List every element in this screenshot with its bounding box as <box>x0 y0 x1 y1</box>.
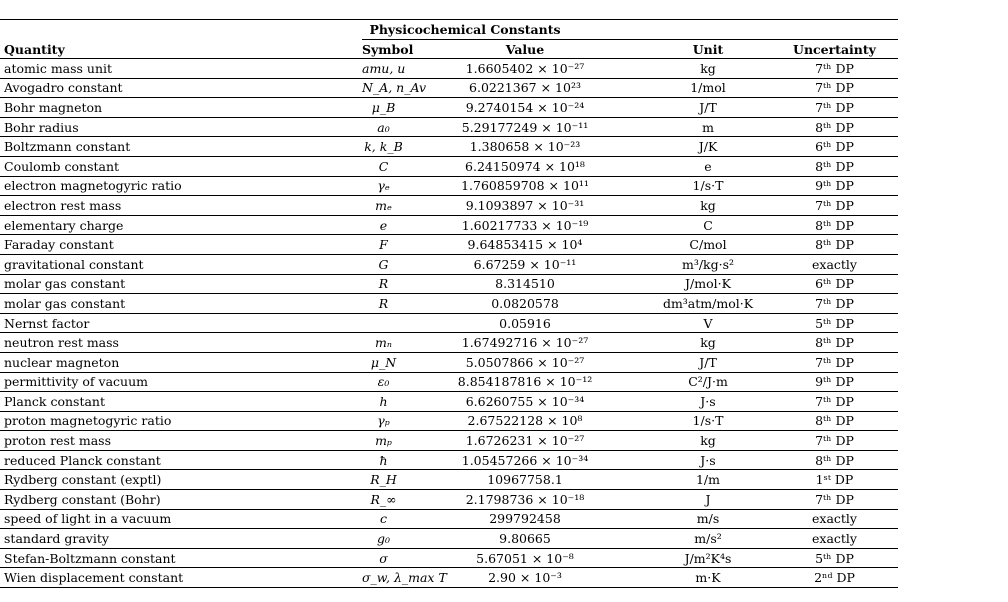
cell-uncertainty: 9ᵗʰ DP <box>771 372 898 392</box>
cell-value: 6.6260755 × 10⁻³⁴ <box>405 392 645 412</box>
cell-uncertainty: 7ᵗʰ DP <box>771 196 898 216</box>
cell-unit: m/s <box>645 509 771 529</box>
cell-quantity: Rydberg constant (exptl) <box>0 470 362 490</box>
table-row <box>0 333 898 353</box>
cell-symbol <box>362 313 405 333</box>
cell-symbol: R <box>362 274 405 294</box>
cell-value: 299792458 <box>405 509 645 529</box>
cell-unit: m³/kg·s² <box>645 254 771 274</box>
cell-quantity: Coulomb constant <box>0 156 362 176</box>
cell-unit: e <box>645 156 771 176</box>
cell-quantity: speed of light in a vacuum <box>0 509 362 529</box>
cell-symbol: ħ <box>362 450 405 470</box>
title-row <box>0 19 898 40</box>
cell-uncertainty: 7ᵗʰ DP <box>771 294 898 314</box>
cell-value: 1.6605402 × 10⁻²⁷ <box>405 59 645 79</box>
cell-quantity: reduced Planck constant <box>0 450 362 470</box>
cell-value: 1.760859708 × 10¹¹ <box>405 176 645 196</box>
cell-unit: kg <box>645 196 771 216</box>
cell-symbol: mₑ <box>362 196 405 216</box>
cell-uncertainty: 7ᵗʰ DP <box>771 352 898 372</box>
cell-value: 8.854187816 × 10⁻¹² <box>405 372 645 392</box>
cell-symbol: N_A, n_Av <box>362 78 405 98</box>
cell-symbol: σ_w, λ_max T <box>362 568 405 588</box>
cell-symbol: h <box>362 392 405 412</box>
table-row <box>0 470 898 490</box>
cell-value: 1.05457266 × 10⁻³⁴ <box>405 450 645 470</box>
cell-uncertainty: 8ᵗʰ DP <box>771 156 898 176</box>
cell-unit: C²/J·m <box>645 372 771 392</box>
table-row <box>0 137 898 157</box>
cell-symbol: ε₀ <box>362 372 405 392</box>
table-body <box>0 59 898 588</box>
table-row <box>0 78 898 98</box>
table-row <box>0 156 898 176</box>
table-row <box>0 59 898 79</box>
cell-value: 6.24150974 × 10¹⁸ <box>405 156 645 176</box>
cell-quantity: Bohr magneton <box>0 98 362 118</box>
cell-quantity: proton magnetogyric ratio <box>0 411 362 431</box>
constants-sheet <box>0 19 898 588</box>
cell-quantity: Wien displacement constant <box>0 568 362 588</box>
cell-uncertainty: exactly <box>771 254 898 274</box>
header-row <box>0 40 898 59</box>
cell-quantity: molar gas constant <box>0 294 362 314</box>
cell-quantity: Faraday constant <box>0 235 362 255</box>
cell-uncertainty: exactly <box>771 529 898 549</box>
cell-symbol: amu, u <box>362 59 405 79</box>
cell-uncertainty: 8ᵗʰ DP <box>771 235 898 255</box>
cell-symbol: σ <box>362 548 405 568</box>
cell-uncertainty: 9ᵗʰ DP <box>771 176 898 196</box>
cell-value: 9.64853415 × 10⁴ <box>405 235 645 255</box>
cell-quantity: proton rest mass <box>0 431 362 451</box>
table-row <box>0 176 898 196</box>
cell-uncertainty: 7ᵗʰ DP <box>771 490 898 510</box>
cell-unit: dm³atm/mol·K <box>645 294 771 314</box>
table-row <box>0 352 898 372</box>
cell-value: 6.67259 × 10⁻¹¹ <box>405 254 645 274</box>
cell-unit: J·s <box>645 450 771 470</box>
cell-symbol: k, k_B <box>362 137 405 157</box>
cell-quantity: Rydberg constant (Bohr) <box>0 490 362 510</box>
cell-unit: J <box>645 490 771 510</box>
cell-unit: C/mol <box>645 235 771 255</box>
cell-quantity: Planck constant <box>0 392 362 412</box>
cell-value: 1.60217733 × 10⁻¹⁹ <box>405 215 645 235</box>
cell-unit: m/s² <box>645 529 771 549</box>
table-row <box>0 548 898 568</box>
cell-quantity: standard gravity <box>0 529 362 549</box>
cell-uncertainty: 7ᵗʰ DP <box>771 431 898 451</box>
cell-uncertainty: 1ˢᵗ DP <box>771 470 898 490</box>
cell-symbol: R_∞ <box>362 490 405 510</box>
cell-value: 0.05916 <box>405 313 645 333</box>
constants-table <box>0 40 898 588</box>
cell-symbol: μ_B <box>362 98 405 118</box>
table-row <box>0 294 898 314</box>
table-row <box>0 254 898 274</box>
cell-value: 2.90 × 10⁻³ <box>405 568 645 588</box>
cell-symbol: g₀ <box>362 529 405 549</box>
cell-unit: 1/s·T <box>645 176 771 196</box>
cell-symbol: R <box>362 294 405 314</box>
cell-quantity: electron magnetogyric ratio <box>0 176 362 196</box>
cell-symbol: F <box>362 235 405 255</box>
table-row <box>0 274 898 294</box>
table-row <box>0 215 898 235</box>
cell-uncertainty: 8ᵗʰ DP <box>771 411 898 431</box>
cell-unit: m·K <box>645 568 771 588</box>
cell-uncertainty: exactly <box>771 509 898 529</box>
cell-uncertainty: 8ᵗʰ DP <box>771 450 898 470</box>
table-row <box>0 117 898 137</box>
cell-uncertainty: 7ᵗʰ DP <box>771 392 898 412</box>
cell-unit: kg <box>645 59 771 79</box>
cell-uncertainty: 7ᵗʰ DP <box>771 59 898 79</box>
cell-quantity: nuclear magneton <box>0 352 362 372</box>
cell-unit: 1/mol <box>645 78 771 98</box>
cell-quantity: electron rest mass <box>0 196 362 216</box>
cell-quantity: elementary charge <box>0 215 362 235</box>
cell-symbol: G <box>362 254 405 274</box>
cell-quantity: Stefan-Boltzmann constant <box>0 548 362 568</box>
cell-quantity: permittivity of vacuum <box>0 372 362 392</box>
cell-quantity: Nernst factor <box>0 313 362 333</box>
cell-uncertainty: 8ᵗʰ DP <box>771 215 898 235</box>
cell-unit: J/K <box>645 137 771 157</box>
cell-value: 10967758.1 <box>405 470 645 490</box>
header-uncertainty: Uncertainty <box>771 40 898 59</box>
cell-value: 2.1798736 × 10⁻¹⁸ <box>405 490 645 510</box>
cell-unit: J/T <box>645 98 771 118</box>
cell-unit: 1/m <box>645 470 771 490</box>
cell-unit: J/m²K⁴s <box>645 548 771 568</box>
header-symbol: Symbol <box>362 41 414 57</box>
header-unit: Unit <box>645 40 771 59</box>
cell-symbol: mₙ <box>362 333 405 353</box>
table-row <box>0 450 898 470</box>
cell-symbol: γₚ <box>362 411 405 431</box>
cell-quantity: atomic mass unit <box>0 59 362 79</box>
cell-value: 1.380658 × 10⁻²³ <box>405 137 645 157</box>
table-row <box>0 529 898 549</box>
header-value: Value <box>405 40 645 59</box>
cell-value: 9.80665 <box>405 529 645 549</box>
table-row <box>0 235 898 255</box>
cell-symbol: R_H <box>362 470 405 490</box>
cell-quantity: Boltzmann constant <box>0 137 362 157</box>
cell-symbol: γₑ <box>362 176 405 196</box>
cell-unit: m <box>645 117 771 137</box>
table-row <box>0 411 898 431</box>
cell-value: 1.6726231 × 10⁻²⁷ <box>405 431 645 451</box>
cell-uncertainty: 2ⁿᵈ DP <box>771 568 898 588</box>
cell-unit: J·s <box>645 392 771 412</box>
cell-unit: V <box>645 313 771 333</box>
cell-quantity: Avogadro constant <box>0 78 362 98</box>
cell-value: 1.67492716 × 10⁻²⁷ <box>405 333 645 353</box>
table-row <box>0 313 898 333</box>
table-row <box>0 98 898 118</box>
cell-uncertainty: 5ᵗʰ DP <box>771 313 898 333</box>
cell-symbol: c <box>362 509 405 529</box>
cell-quantity: molar gas constant <box>0 274 362 294</box>
cell-uncertainty: 8ᵗʰ DP <box>771 333 898 353</box>
cell-unit: 1/s·T <box>645 411 771 431</box>
cell-value: 5.29177249 × 10⁻¹¹ <box>405 117 645 137</box>
title-underline <box>362 39 898 40</box>
cell-symbol: μ_N <box>362 352 405 372</box>
cell-symbol: mₚ <box>362 431 405 451</box>
table-row <box>0 196 898 216</box>
cell-uncertainty: 5ᵗʰ DP <box>771 548 898 568</box>
cell-value: 9.1093897 × 10⁻³¹ <box>405 196 645 216</box>
cell-symbol: a₀ <box>362 117 405 137</box>
table-row <box>0 509 898 529</box>
cell-uncertainty: 6ᵗʰ DP <box>771 137 898 157</box>
cell-value: 9.2740154 × 10⁻²⁴ <box>405 98 645 118</box>
cell-quantity: gravitational constant <box>0 254 362 274</box>
cell-value: 2.67522128 × 10⁸ <box>405 411 645 431</box>
cell-value: 5.0507866 × 10⁻²⁷ <box>405 352 645 372</box>
cell-quantity: Bohr radius <box>0 117 362 137</box>
cell-uncertainty: 8ᵗʰ DP <box>771 117 898 137</box>
cell-quantity: neutron rest mass <box>0 333 362 353</box>
cell-uncertainty: 6ᵗʰ DP <box>771 274 898 294</box>
cell-uncertainty: 7ᵗʰ DP <box>771 78 898 98</box>
cell-value: 8.314510 <box>405 274 645 294</box>
table-row <box>0 372 898 392</box>
cell-unit: kg <box>645 333 771 353</box>
table-title: Physicochemical Constants <box>369 22 561 37</box>
cell-value: 0.0820578 <box>405 294 645 314</box>
table-row <box>0 392 898 412</box>
cell-unit: J/mol·K <box>645 274 771 294</box>
cell-uncertainty: 7ᵗʰ DP <box>771 98 898 118</box>
table-row <box>0 431 898 451</box>
cell-symbol: e <box>362 215 405 235</box>
cell-value: 5.67051 × 10⁻⁸ <box>405 548 645 568</box>
cell-symbol: C <box>362 156 405 176</box>
cell-value: 6.0221367 × 10²³ <box>405 78 645 98</box>
table-row <box>0 490 898 510</box>
header-quantity: Quantity <box>0 40 362 59</box>
cell-unit: kg <box>645 431 771 451</box>
cell-unit: J/T <box>645 352 771 372</box>
cell-unit: C <box>645 215 771 235</box>
table-row <box>0 568 898 588</box>
